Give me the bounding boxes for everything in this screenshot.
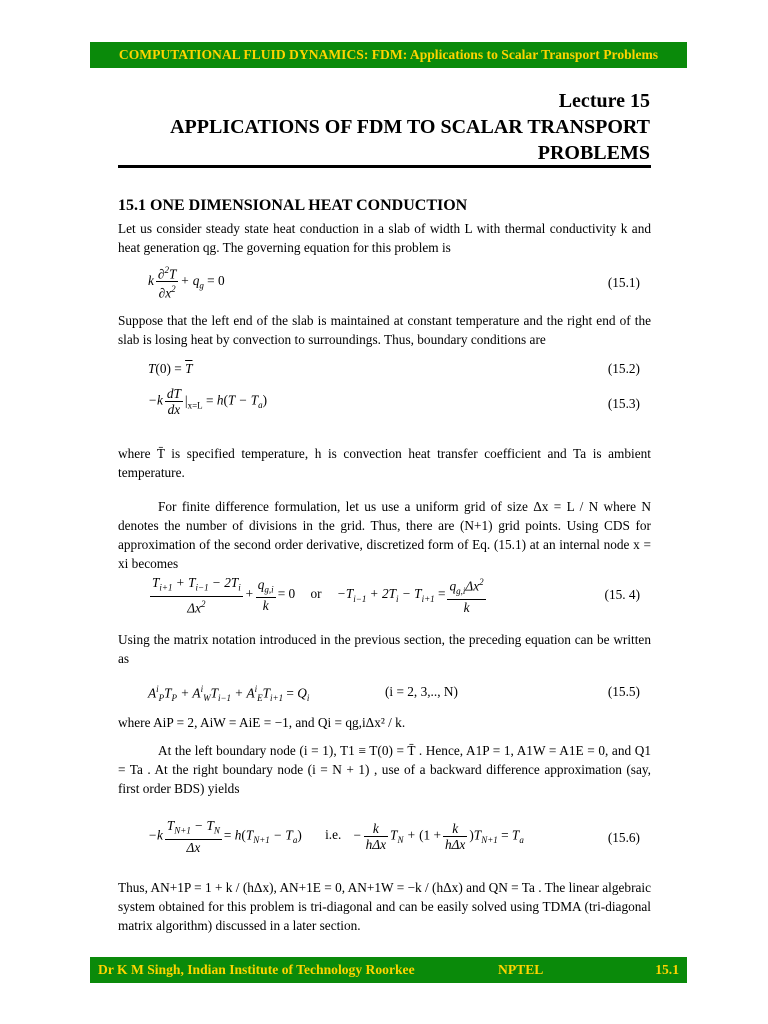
paragraph-3: where T̄ is specified temperature, h is convection heat transfer coefficient and Ta is ambient temperature. [118, 446, 651, 480]
eq-number-15-3: (15.3) [607, 396, 640, 411]
title-rule [118, 165, 651, 168]
equation-15-4: $\frac{T_{i+1} + T_{i-1} - 2T_i}{\Delta x^2}$ + $\frac{q_{g,i}}{k}$ = 0 or $-T_{i-1} + 2T_i - T_{i+1}$ = $\frac{q_{g,i}\Delta x^2}{k}$ [152, 575, 484, 616]
footer-org: NPTEL [498, 962, 544, 977]
equation-15-2: $T(0) = \overline{T}$ [148, 361, 193, 376]
eq-number-15-4: (15. 4) [604, 587, 640, 602]
ie-word: i.e. [325, 827, 342, 843]
page-number: 15.1 [655, 962, 679, 977]
running-footer [90, 957, 687, 983]
paragraph-4: For finite difference formulation, let us use a uniform grid of size Δx = L / N where N denotes the number of divisions in the grid. Thus, there are (N+1) grid points. Using CDS for approximation of the second order derivative, discretized form of Eq. (15.1) at an internal node x = xi becomes [118, 499, 651, 571]
lecture-number: Lecture 15 [558, 90, 650, 112]
lecture-title-line2: PROBLEMS [537, 142, 650, 164]
eq-number-15-5: (15.5) [607, 684, 640, 699]
paragraph-6: where AiP = 2, AiW = AiE = −1, and Qi = qg,iΔx² / k. [118, 715, 406, 730]
or-word: or [310, 586, 322, 602]
running-header: COMPUTATIONAL FLUID DYNAMICS: FDM: Applications to Scalar Transport Problems [90, 42, 687, 68]
lecture-title [100, 88, 650, 166]
paragraph-1: Let us consider steady state heat conduction in a slab of width L with thermal conductivity k and heat generation qg. The governing equation for this problem is [118, 221, 651, 255]
section-heading: 15.1 ONE DIMENSIONAL HEAT CONDUCTION [118, 197, 468, 214]
paragraph-5: Using the matrix notation introduced in the previous section, the preceding equation can be written as [118, 632, 651, 666]
lecture-title-line1: APPLICATIONS OF FDM TO SCALAR TRANSPORT [170, 116, 650, 138]
eq-number-15-6: (15.6) [607, 830, 640, 845]
paragraph-2: Suppose that the left end of the slab is maintained at constant temperature and the right end of the slab is losing heat by convection to surroundings. Thus, boundary conditions are [118, 313, 651, 347]
equation-15-1: k $\frac{\partial^2T}{\partial x^2}$ + $q_g = 0$ [148, 265, 225, 301]
eq-number-15-1: (15.1) [607, 275, 640, 290]
equation-15-5: $A^i_PT_P + A^i_WT_{i-1} + A^i_ET_{i+1} = Q_i$ [148, 684, 310, 704]
paragraph-8: Thus, AN+1P = 1 + k / (hΔx), AN+1E = 0, AN+1W = −k / (hΔx) and QN = Ta . The linear algebraic system obtained for this problem is tri-diagonal and can be easily solved using TDMA (tri-diagonal matrix algorithm) discussed in a later section. [118, 880, 651, 933]
equation-15-6: −k $\frac{T_{N+1} - T_N}{\Delta x}$ = $h(T_{N+1} - T_a) i.e$. − $\frac{k}{\text{hΔx}}$ $T_N + (1$ + $\frac{k}{\text{hΔx}}$ )$T_{N+1} = T_a$ [148, 818, 524, 855]
footer-author: Dr K M Singh, Indian Institute of Technology Roorkee [98, 962, 415, 977]
equation-15-3: −k $\frac{dT}{dx}$ $|_{x=L} = h(T - T_a)$ [148, 386, 268, 417]
eq-number-15-2: (15.2) [607, 361, 640, 376]
index-range: (i = 2, 3,.., N) [385, 684, 458, 699]
paragraph-7: At the left boundary node (i = 1), T1 ≡ T(0) = T̄ . Hence, A1P = 1, A1W = A1E = 0, and Q1 = Ta . At the right boundary node (i = N + 1) , use of a backward difference approximation (say, first order BDS) yields [118, 743, 651, 796]
